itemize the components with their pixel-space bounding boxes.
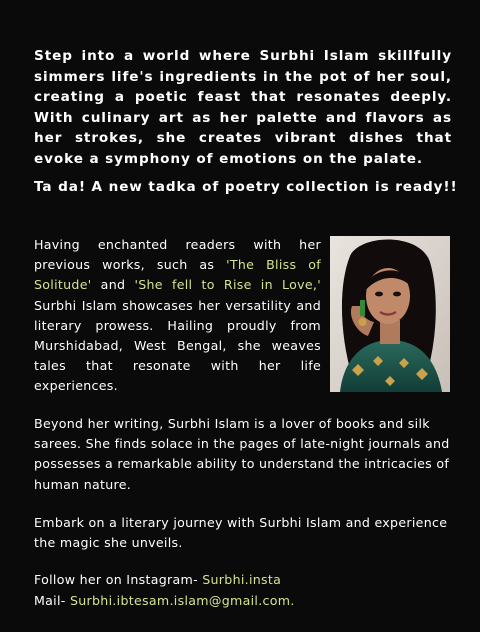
author-portrait-photo (330, 236, 450, 392)
instagram-label: Follow her on Instagram- (34, 572, 203, 587)
intro-paragraph: Step into a world where Surbhi Islam skillfully simmers life's ingredients in the pot of her soul, creating a poetic feast that resonates deeply. With culinary art as her palette and flavors as her strokes, she creates vibrant dishes that evoke a symphony of emotions on the palate. (34, 48, 452, 167)
invitation-paragraph: Embark on a literary journey with Surbhi Islam and experience the magic she unveils. (34, 515, 448, 551)
tagline: Ta da! A new tadka of poetry collection is ready!! (34, 179, 458, 195)
book-title-bliss-of-solitude: 'The Bliss of Solitude' (34, 257, 321, 293)
bio-text-and: and (91, 277, 135, 293)
bio-text-start: Having enchanted readers with her previous works, such as (34, 237, 321, 273)
book-title-she-fell-to-rise: 'She fell to Rise in Love,' (134, 277, 321, 293)
bio-text-end: Surbhi Islam showcases her versatility and literary prowess. Hailing proudly from Murshidabad, West Bengal, she weaves tales that resonate with her life experiences. (34, 297, 321, 394)
mail-line (34, 591, 452, 612)
instagram-handle-link[interactable]: Surbhi.insta (202, 572, 282, 587)
instagram-line (34, 570, 452, 591)
bio-paragraph (34, 235, 321, 397)
mail-label: Mail- (34, 592, 70, 608)
contact-block (34, 570, 452, 611)
email-address-link[interactable]: Surbhi.ibtesam.islam@gmail.com. (69, 592, 295, 608)
hobbies-paragraph: Beyond her writing, Surbhi Islam is a lover of books and silk sarees. She finds solace in the pages of late-night journals and possesses a remarkable ability to understand the intricacies of human nature. (34, 416, 450, 492)
